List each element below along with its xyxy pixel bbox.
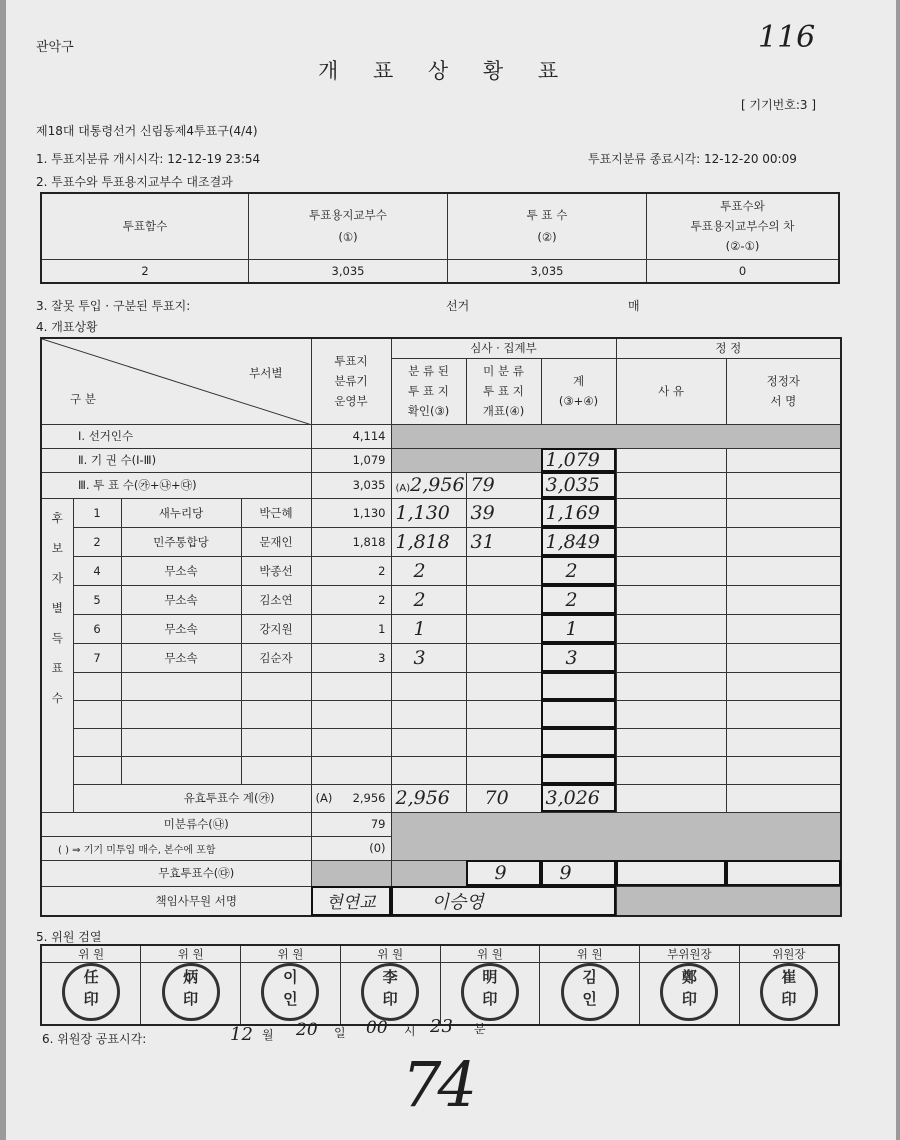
total-valid: 3,026 [541, 784, 616, 812]
candidate-machine: 1,130 [311, 498, 391, 527]
signer-l2: 서 명 [770, 394, 797, 408]
side-char: 보 [51, 540, 63, 555]
row-votes [41, 472, 841, 498]
value-issued: 3,035 [249, 259, 448, 283]
reason-header: 사 유 [616, 358, 726, 424]
candidate-no: 1 [73, 498, 121, 527]
label-electorate: Ⅰ. 선거인수 [41, 424, 311, 448]
gray-electorate [391, 424, 841, 448]
section3-label: 3. 잘못 투입 · 구분된 투표지: [36, 299, 191, 313]
correction-header: 정 정 [616, 338, 841, 358]
unclassified-header [466, 358, 541, 424]
seal-cell [540, 963, 640, 1026]
candidate-row [41, 643, 841, 672]
candidate-total: 1,849 [541, 527, 616, 556]
role-label: 위원장 [739, 945, 839, 963]
empty-cell [541, 700, 616, 728]
gray-signature [616, 886, 841, 916]
machine-dept-l2: 분류기 [334, 374, 368, 389]
announce-minute: 23 [430, 1016, 453, 1037]
row-valid [41, 784, 841, 812]
role-label: 부위원장 [640, 945, 740, 963]
side-label [41, 498, 73, 812]
gray-unsorted [391, 812, 841, 860]
empty-cell [616, 728, 726, 756]
candidate-classified: 2 [391, 556, 466, 585]
seal-cell [640, 963, 740, 1026]
candidate-party: 새누리당 [121, 498, 241, 527]
classified-valid: 2,956 [391, 784, 466, 812]
empty-cell [73, 672, 121, 700]
candidate-no: 6 [73, 614, 121, 643]
section3-unit-election: 선거 [446, 299, 470, 313]
side-char: 별 [51, 600, 63, 615]
candidate-reason [616, 614, 726, 643]
reason-abstain [616, 448, 726, 472]
candidate-reason [616, 556, 726, 585]
candidate-signer [726, 527, 841, 556]
empty-cell [726, 756, 841, 784]
ballot-reconciliation-table [40, 192, 840, 284]
seal-cell [141, 963, 241, 1026]
candidate-party: 무소속 [121, 585, 241, 614]
candidate-party: 무소속 [121, 614, 241, 643]
empty-cell [541, 672, 616, 700]
count-status-table [40, 337, 842, 917]
header-diff-line3: (②-①) [725, 239, 760, 254]
side-char: 후 [51, 510, 63, 525]
empty-cell [121, 672, 241, 700]
announce-minute-unit: 분 [474, 1022, 486, 1036]
role-label: 위 원 [540, 945, 640, 963]
candidate-machine: 2 [311, 585, 391, 614]
candidate-no: 2 [73, 527, 121, 556]
announce-day: 20 [296, 1020, 318, 1040]
announce-month: 12 [230, 1024, 253, 1045]
candidate-signer [726, 614, 841, 643]
seal-cell [739, 963, 839, 1026]
candidate-machine: 3 [311, 643, 391, 672]
candidate-classified: 1,130 [391, 498, 466, 527]
category-label: 구 분 [70, 392, 96, 406]
seal-cell [41, 963, 141, 1026]
note-unsorted: ( ) ⇒ 기기 미투입 매수, 본수에 포함 [41, 836, 311, 860]
votes-classified-value: 2,956 [410, 474, 465, 496]
role-label: 위 원 [340, 945, 440, 963]
candidate-classified: 1 [391, 614, 466, 643]
role-label: 위 원 [141, 945, 241, 963]
empty-row [41, 756, 841, 784]
signer-valid [726, 784, 841, 812]
seal-stamp: 김 인 [561, 963, 619, 1021]
header-issued-label: 투표용지교부수 [309, 208, 387, 223]
unclassified-l3: 개표(④) [482, 404, 525, 418]
role-label: 위 원 [440, 945, 540, 963]
candidate-party: 무소속 [121, 556, 241, 585]
seal-stamp: 明 印 [461, 963, 519, 1021]
candidate-unclassified [466, 614, 541, 643]
sort-start-time: 1. 투표지분류 개시시각: 12-12-19 23:54 [36, 152, 261, 166]
announce-month-unit: 월 [262, 1028, 274, 1042]
classified-l2: 투 표 지 [408, 384, 449, 398]
diagonal-line [42, 339, 312, 425]
value-difference: 0 [647, 259, 840, 283]
valid-machine-value: 2,956 [352, 791, 386, 805]
section2-title: 2. 투표수와 투표용지교부수 대조결과 [36, 175, 233, 189]
valid-prefix: (A) [315, 791, 333, 805]
empty-row [41, 728, 841, 756]
label-abstain: Ⅱ. 기 권 수(Ⅰ-Ⅲ) [41, 448, 311, 472]
candidate-total: 1 [541, 614, 616, 643]
announce-hour-unit: 시 [404, 1024, 416, 1038]
machine-abstain: 1,079 [311, 448, 391, 472]
label-valid: 유효투표수 계(㉮) [73, 784, 311, 812]
machine-valid [311, 784, 391, 812]
empty-cell [241, 756, 311, 784]
document-title: 개 표 상 황 표 [318, 59, 573, 83]
empty-cell [466, 728, 541, 756]
header-votes-label: 투 표 수 [526, 208, 568, 223]
candidate-unclassified [466, 556, 541, 585]
total-l2: (③+④) [558, 394, 599, 408]
candidate-signer [726, 585, 841, 614]
candidate-no: 5 [73, 585, 121, 614]
header-issued-mark: (①) [338, 230, 358, 245]
empty-cell [241, 728, 311, 756]
signer-l1: 정정자 [766, 374, 800, 388]
candidate-signer [726, 643, 841, 672]
empty-cell [311, 700, 391, 728]
empty-cell [616, 700, 726, 728]
row-signature [41, 886, 841, 916]
candidate-total: 1,169 [541, 498, 616, 527]
candidate-machine: 1 [311, 614, 391, 643]
empty-cell [311, 672, 391, 700]
classified-header [391, 358, 466, 424]
candidate-no: 7 [73, 643, 121, 672]
dept-label: 부서별 [249, 366, 283, 380]
candidate-reason [616, 585, 726, 614]
reason-votes [616, 472, 726, 498]
candidate-row [41, 527, 841, 556]
label-invalid: 무효투표수(㉰) [41, 860, 311, 886]
value-votes: 3,035 [448, 259, 647, 283]
candidate-classified: 2 [391, 585, 466, 614]
classified-l1: 분 류 된 [408, 364, 449, 378]
candidate-no: 4 [73, 556, 121, 585]
section3-unit-sheets: 매 [628, 299, 640, 313]
candidate-unclassified [466, 585, 541, 614]
signer-header [726, 358, 841, 424]
total-l1: 계 [572, 374, 585, 388]
sort-end-time: 투표지분류 종료시각: 12-12-20 00:09 [588, 152, 797, 166]
row-invalid [41, 860, 841, 886]
announce-day-unit: 일 [334, 1026, 346, 1040]
side-char: 수 [51, 690, 63, 705]
side-char: 자 [51, 570, 63, 585]
empty-cell [391, 728, 466, 756]
role-label: 위 원 [41, 945, 141, 963]
header-votes-mark: (②) [537, 230, 557, 245]
section5-title: 5. 위원 검열 [36, 930, 102, 944]
candidate-name: 박근혜 [241, 498, 311, 527]
candidate-total: 3 [541, 643, 616, 672]
signature-2: 이승영 [391, 886, 616, 916]
office-name: 관악구 [36, 40, 74, 55]
empty-cell [73, 756, 121, 784]
empty-cell [541, 728, 616, 756]
total-header [541, 358, 616, 424]
note-unsorted-value: (0) [311, 836, 391, 860]
seal-stamp: 鄭 印 [660, 963, 718, 1021]
candidate-unclassified: 39 [466, 498, 541, 527]
total-votes: 3,035 [541, 472, 616, 498]
empty-cell [311, 728, 391, 756]
empty-cell [241, 700, 311, 728]
total-invalid: 9 [541, 860, 616, 886]
candidate-name: 김순자 [241, 643, 311, 672]
empty-cell [73, 728, 121, 756]
empty-cell [726, 700, 841, 728]
seal-stamp: 이 인 [261, 963, 319, 1021]
candidate-row [41, 585, 841, 614]
candidate-signer [726, 498, 841, 527]
machine-dept-l1: 투표지 [334, 354, 368, 369]
machine-number: [ 기기번호:3 ] [741, 98, 817, 112]
handwritten-footer-number: 74 [402, 1048, 473, 1121]
reason-valid [616, 784, 726, 812]
signer-votes [726, 472, 841, 498]
candidate-total: 2 [541, 556, 616, 585]
role-label: 위 원 [241, 945, 341, 963]
section6-label: 6. 위원장 공표시각: [42, 1032, 147, 1046]
machine-dept-header [311, 338, 391, 424]
candidate-reason [616, 643, 726, 672]
candidate-signer [726, 556, 841, 585]
seal-cell [340, 963, 440, 1026]
seal-stamp: 任 印 [62, 963, 120, 1021]
empty-cell [73, 700, 121, 728]
side-char: 득 [51, 630, 63, 645]
candidate-row [41, 614, 841, 643]
header-diff-line1: 투표수와 [720, 199, 765, 214]
machine-electorate: 4,114 [311, 424, 391, 448]
empty-cell [466, 672, 541, 700]
label-unsorted: 미분류수(㉯) [41, 812, 311, 836]
review-header: 심사 · 집계부 [391, 338, 616, 358]
handwritten-page-number: 116 [758, 20, 816, 55]
machine-votes: 3,035 [311, 472, 391, 498]
section4-title: 4. 개표상황 [36, 320, 98, 334]
votes-prefix: (A) [395, 483, 411, 494]
machine-unsorted: 79 [311, 812, 391, 836]
seal-stamp: 李 印 [361, 963, 419, 1021]
candidate-unclassified: 31 [466, 527, 541, 556]
unclassified-invalid: 9 [466, 860, 541, 886]
announce-hour: 00 [366, 1018, 388, 1038]
header-difference [647, 193, 840, 259]
side-char: 표 [51, 660, 63, 675]
header-votes [448, 193, 647, 259]
candidate-name: 문재인 [241, 527, 311, 556]
candidate-party: 민주통합당 [121, 527, 241, 556]
candidate-classified: 1,818 [391, 527, 466, 556]
signer-invalid [726, 860, 841, 886]
candidate-classified: 3 [391, 643, 466, 672]
candidate-name: 김소연 [241, 585, 311, 614]
empty-cell [616, 756, 726, 784]
header-issued-ballots [249, 193, 448, 259]
unclassified-valid: 70 [466, 784, 541, 812]
empty-cell [241, 672, 311, 700]
empty-row [41, 672, 841, 700]
seal-cell [241, 963, 341, 1026]
candidate-name: 박종선 [241, 556, 311, 585]
signature-1: 현연교 [311, 886, 391, 916]
inspection-table [40, 944, 840, 1026]
unclassified-votes: 79 [466, 472, 541, 498]
gray-abstain [391, 448, 541, 472]
empty-cell [391, 672, 466, 700]
category-header-cell [41, 338, 311, 424]
empty-cell [726, 728, 841, 756]
row-electorate [41, 424, 841, 448]
label-signature: 책임사무원 서명 [41, 886, 311, 916]
empty-cell [466, 700, 541, 728]
candidate-name: 강지원 [241, 614, 311, 643]
candidate-machine: 2 [311, 556, 391, 585]
unclassified-l1: 미 분 류 [483, 364, 524, 378]
empty-cell [311, 756, 391, 784]
header-diff-line2: 투표용지교부수의 차 [690, 219, 795, 234]
candidate-row [41, 498, 841, 527]
candidate-reason [616, 527, 726, 556]
election-title: 제18대 대통령선거 신림동제4투표구(4/4) [36, 124, 258, 138]
candidate-machine: 1,818 [311, 527, 391, 556]
label-votes: Ⅲ. 투 표 수(㉮+㉯+㉰) [41, 472, 311, 498]
empty-cell [391, 756, 466, 784]
candidate-total: 2 [541, 585, 616, 614]
unclassified-l2: 투 표 지 [483, 384, 524, 398]
candidate-row [41, 556, 841, 585]
candidate-reason [616, 498, 726, 527]
classified-l3: 확인(③) [407, 404, 450, 418]
empty-cell [726, 672, 841, 700]
row-abstain [41, 448, 841, 472]
row-unsorted [41, 812, 841, 836]
classified-votes [391, 472, 466, 498]
candidate-party: 무소속 [121, 643, 241, 672]
seal-stamp: 崔 印 [760, 963, 818, 1021]
total-abstain: 1,079 [541, 448, 616, 472]
empty-cell [616, 672, 726, 700]
empty-cell [466, 756, 541, 784]
empty-cell [541, 756, 616, 784]
empty-row [41, 700, 841, 728]
seal-stamp: 炳 印 [162, 963, 220, 1021]
value-ballot-boxes: 2 [41, 259, 249, 283]
empty-cell [121, 728, 241, 756]
gray-invalid-machine [311, 860, 391, 886]
empty-cell [121, 700, 241, 728]
header-ballot-boxes: 투표함수 [41, 193, 249, 259]
empty-cell [121, 756, 241, 784]
document-page [6, 0, 896, 1140]
signer-abstain [726, 448, 841, 472]
machine-dept-l3: 운영부 [334, 394, 368, 409]
gray-invalid-classified [391, 860, 466, 886]
reason-invalid [616, 860, 726, 886]
seal-cell [440, 963, 540, 1026]
candidate-unclassified [466, 643, 541, 672]
empty-cell [391, 700, 466, 728]
